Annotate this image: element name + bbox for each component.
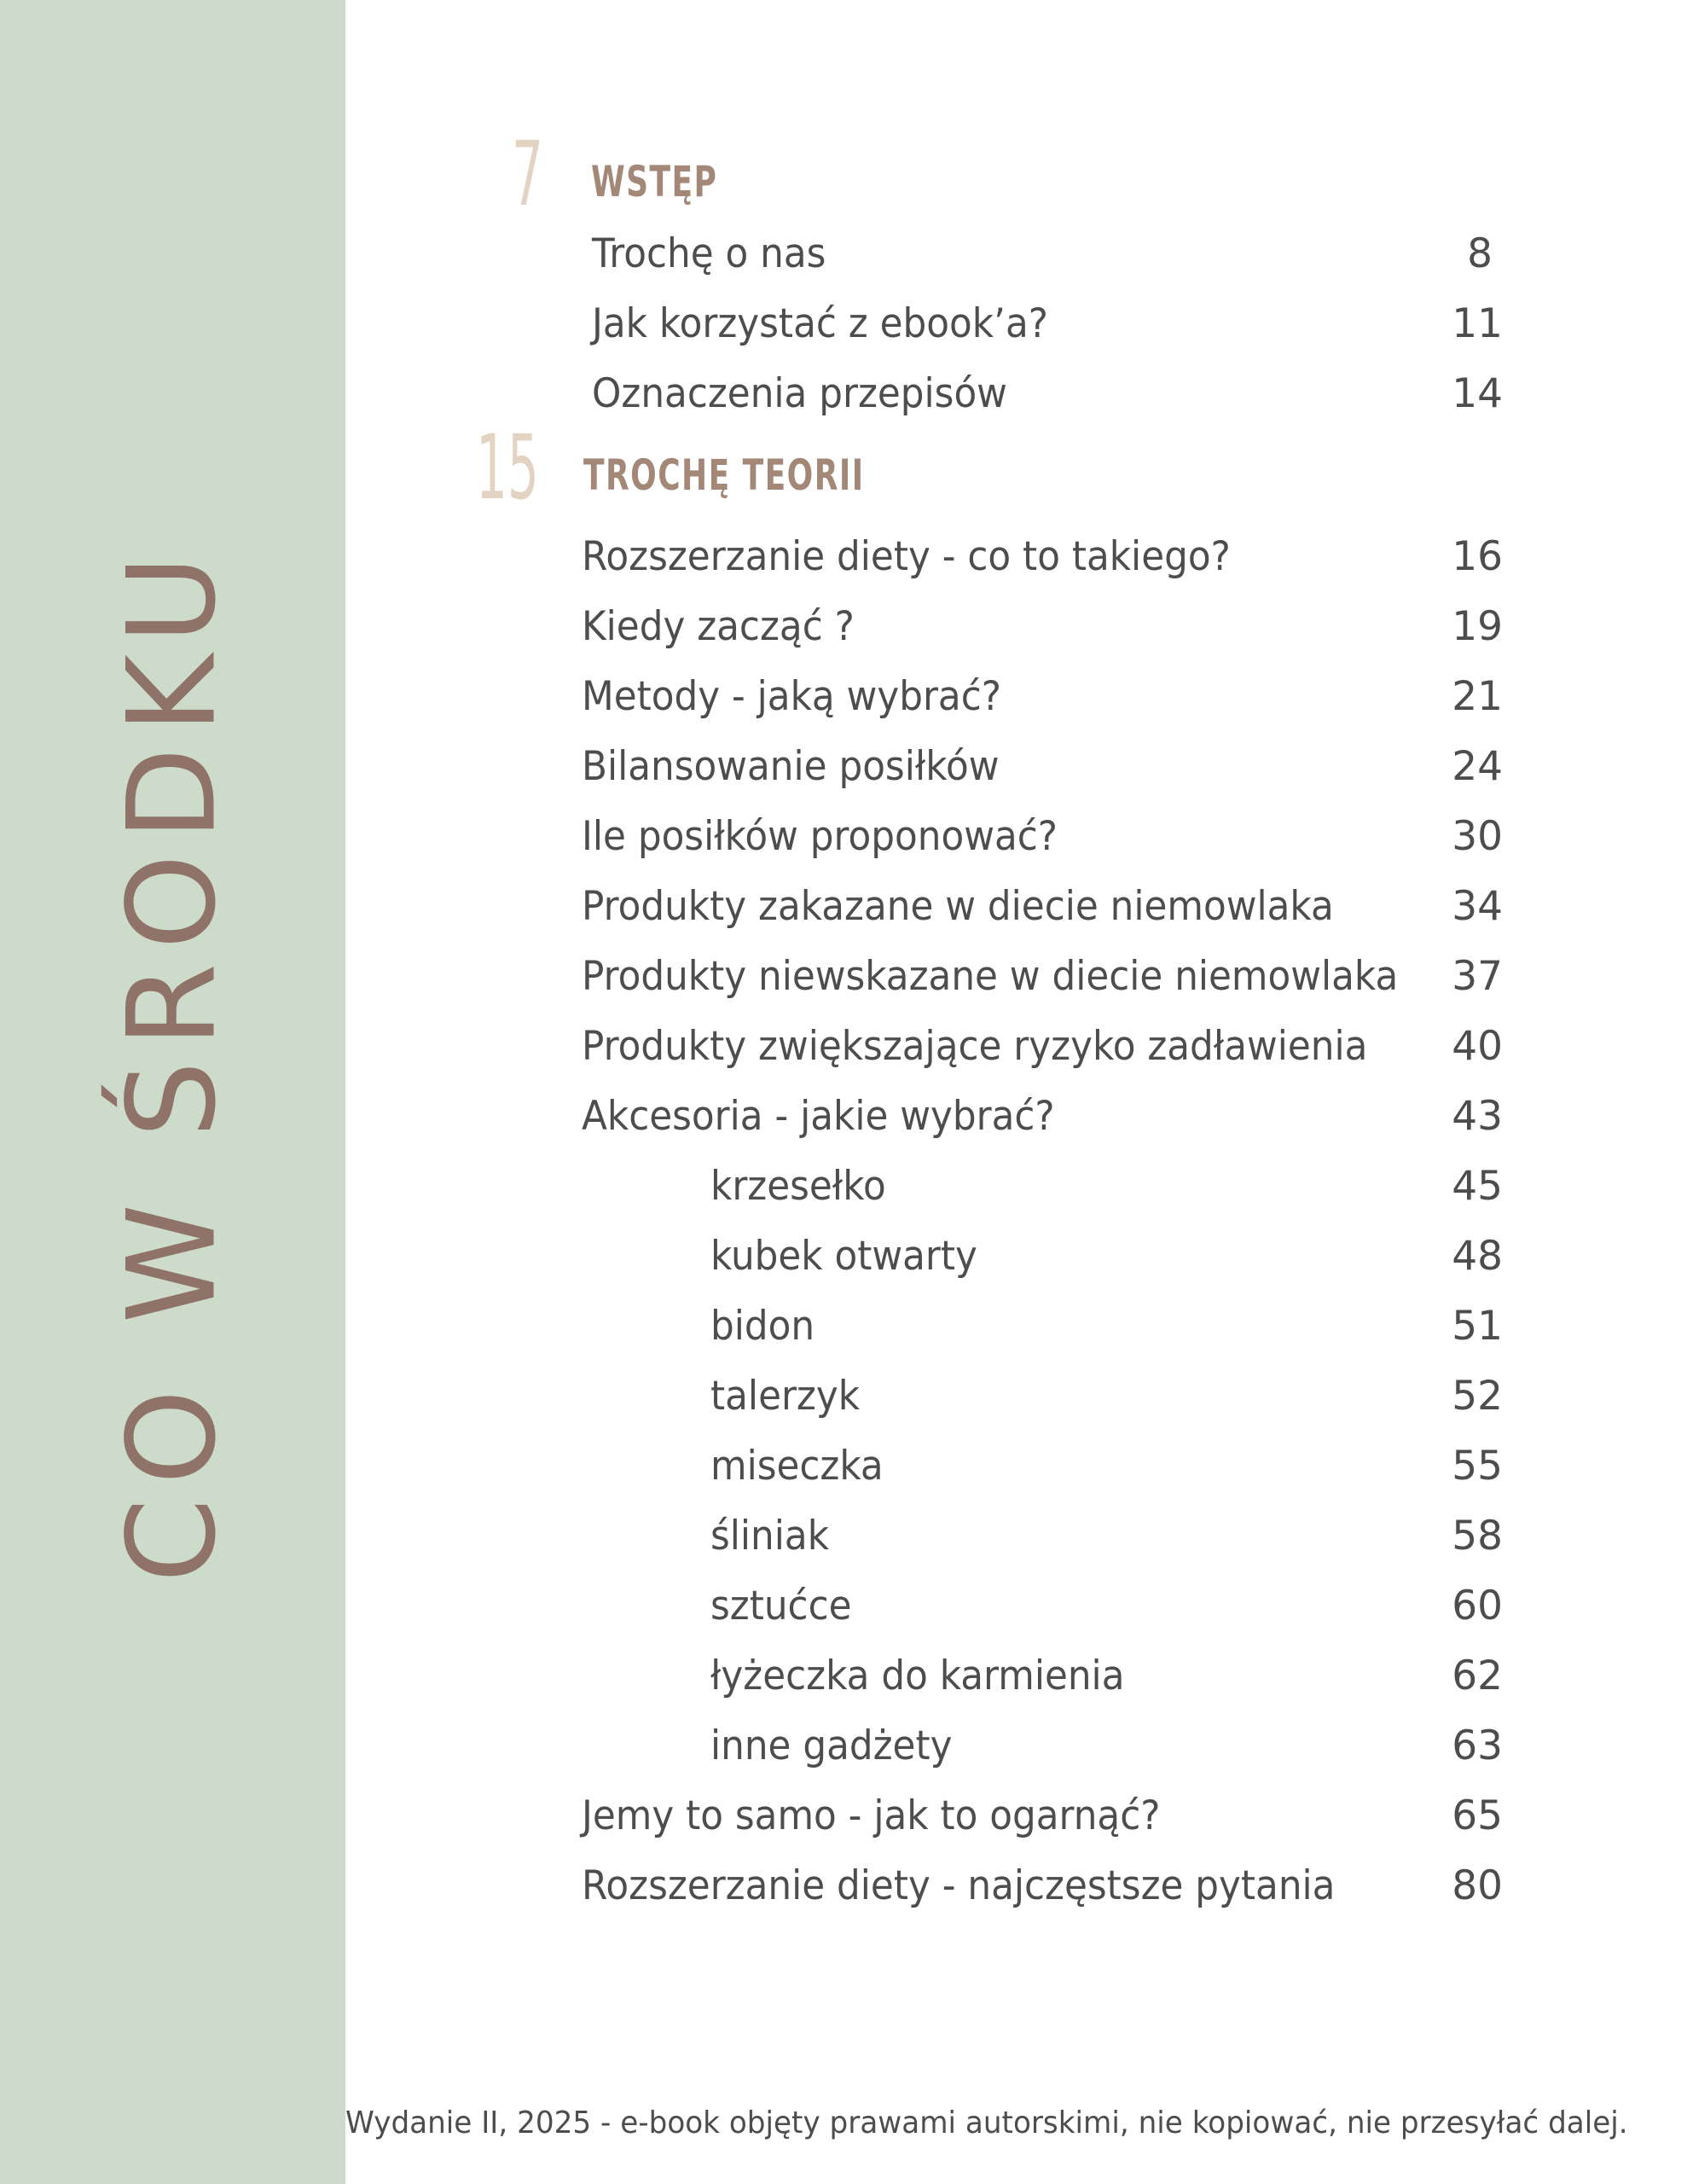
toc-entry-page: 14	[1452, 370, 1503, 417]
toc-entry-label: Metody - jaką wybrać?	[582, 673, 1001, 720]
toc-entry-label: łyżeczka do karmienia	[710, 1653, 1125, 1699]
toc-entry-label: Oznaczenia przepisów	[592, 370, 1007, 417]
toc-entry-page: 51	[1452, 1303, 1503, 1350]
toc-entry-label: sztućce	[710, 1583, 852, 1629]
toc-entry-page: 60	[1452, 1583, 1503, 1629]
toc-entry[interactable]	[0, 1023, 1687, 1074]
toc-entry-page: 62	[1452, 1653, 1503, 1699]
toc-entry-page: 52	[1452, 1373, 1503, 1420]
toc-entry-page: 30	[1452, 813, 1503, 860]
toc-entry-label: inne gadżety	[710, 1722, 953, 1769]
toc-subentry[interactable]	[0, 1443, 1687, 1494]
toc-entry-label: śliniak	[710, 1513, 830, 1560]
toc-entry[interactable]	[0, 603, 1687, 654]
toc-subentry[interactable]	[0, 1722, 1687, 1774]
toc-subentry[interactable]	[0, 1303, 1687, 1354]
toc-entry[interactable]	[0, 230, 1687, 282]
toc-entry-page: 55	[1452, 1443, 1503, 1490]
toc-entry-label: Akcesoria - jakie wybrać?	[582, 1093, 1055, 1140]
section-heading: WSTĘP	[591, 157, 718, 206]
toc-entry[interactable]	[0, 1093, 1687, 1144]
toc-entry-page: 8	[1467, 230, 1493, 277]
section-number: 7	[512, 122, 543, 226]
toc-entry-label: Produkty zakazane w diecie niemowlaka	[582, 883, 1334, 930]
toc-subentry[interactable]	[0, 1373, 1687, 1424]
toc-entry[interactable]	[0, 883, 1687, 934]
toc-subentry[interactable]	[0, 1583, 1687, 1634]
toc-entry-label: Bilansowanie posiłków	[582, 743, 1000, 790]
toc-entry-page: 11	[1452, 300, 1503, 347]
section-number: 15	[476, 415, 539, 520]
toc-entry[interactable]	[0, 533, 1687, 584]
toc-entry-page: 65	[1452, 1792, 1503, 1839]
toc-entry-page: 43	[1452, 1093, 1503, 1140]
toc-entry-page: 58	[1452, 1513, 1503, 1560]
toc-entry-label: Produkty niewskazane w diecie niemowlaka	[582, 953, 1399, 1000]
toc-entry[interactable]	[0, 953, 1687, 1004]
toc-entry[interactable]	[0, 743, 1687, 794]
toc-entry[interactable]	[0, 813, 1687, 864]
footer-copyright: Wydanie II, 2025 - e-book objęty prawami autorskimi, nie kopiować, nie przesyłać dalej.	[345, 2106, 1628, 2140]
toc-entry[interactable]	[0, 1792, 1687, 1844]
toc-entry-label: miseczka	[710, 1443, 884, 1490]
toc-entry-label: Rozszerzanie diety - co to takiego?	[582, 533, 1231, 580]
section-heading: TROCHĘ TEORII	[583, 450, 865, 500]
toc-subentry[interactable]	[0, 1233, 1687, 1284]
toc-entry-label: krzesełko	[710, 1163, 886, 1210]
toc-entry[interactable]	[0, 370, 1687, 421]
toc-entry[interactable]	[0, 1862, 1687, 1914]
toc-entry-page: 34	[1452, 883, 1503, 930]
toc-entry-page: 80	[1452, 1862, 1503, 1909]
toc-entry-page: 21	[1452, 673, 1503, 720]
toc-entry-page: 40	[1452, 1023, 1503, 1070]
toc-entry-label: Rozszerzanie diety - najczęstsze pytania	[582, 1862, 1336, 1909]
toc-subentry[interactable]	[0, 1163, 1687, 1214]
toc-entry-page: 48	[1452, 1233, 1503, 1280]
toc-subentry[interactable]	[0, 1653, 1687, 1704]
toc-entry-page: 24	[1452, 743, 1503, 790]
toc-entry-page: 63	[1452, 1722, 1503, 1769]
toc-entry-page: 19	[1452, 603, 1503, 650]
toc-entry-label: Kiedy zacząć ?	[582, 603, 855, 650]
toc-entry-label: Jak korzystać z ebook’a?	[592, 300, 1048, 347]
toc-entry-page: 16	[1452, 533, 1503, 580]
toc-entry-label: talerzyk	[710, 1373, 861, 1420]
toc-entry-label: Produkty zwiększające ryzyko zadławienia	[582, 1023, 1368, 1070]
toc-entry-label: Trochę o nas	[592, 230, 826, 277]
toc-subentry[interactable]	[0, 1513, 1687, 1564]
toc-entry[interactable]	[0, 300, 1687, 351]
sidebar-title: CO W ŚRODKU	[101, 541, 243, 1583]
toc-entry-label: Jemy to samo - jak to ogarnąć?	[582, 1792, 1161, 1839]
toc-entry-label: Ile posiłków proponować?	[582, 813, 1058, 860]
toc-entry[interactable]	[0, 673, 1687, 724]
toc-entry-label: kubek otwarty	[710, 1233, 977, 1280]
toc-entry-page: 45	[1452, 1163, 1503, 1210]
toc-entry-page: 37	[1452, 953, 1503, 1000]
toc-entry-label: bidon	[710, 1303, 815, 1350]
